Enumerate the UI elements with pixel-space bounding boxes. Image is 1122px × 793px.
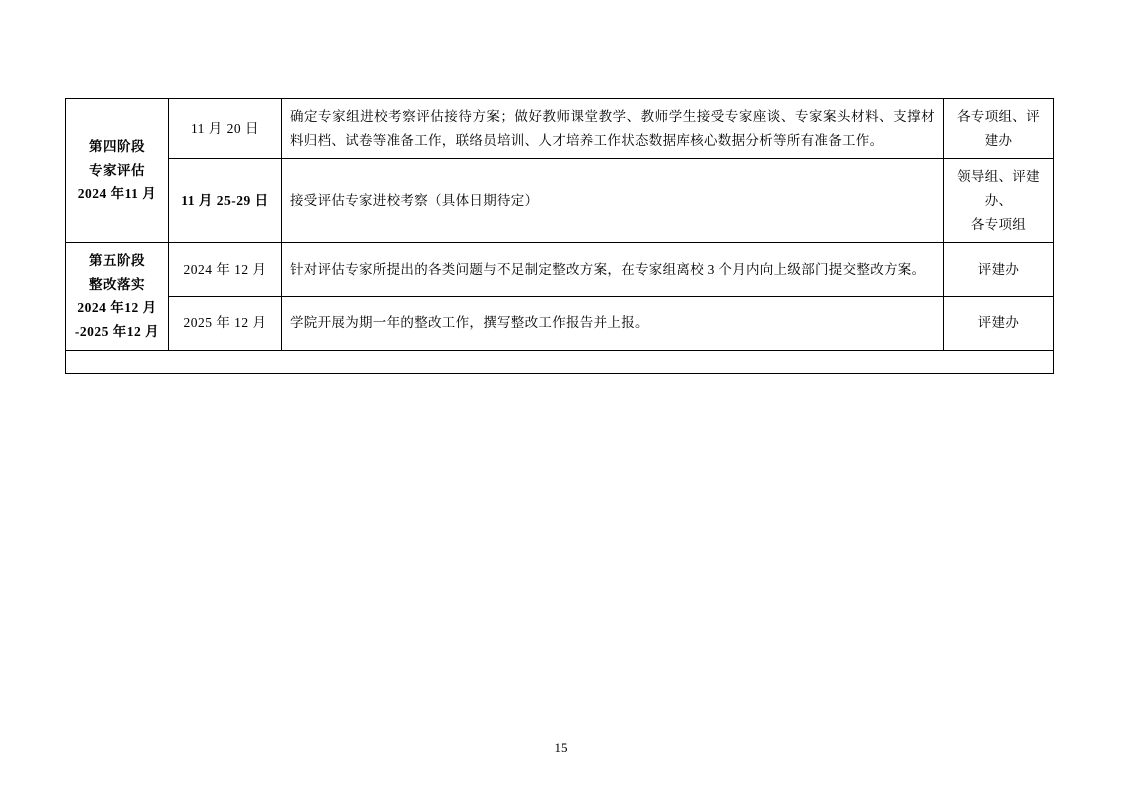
date-cell: 2025 年 12 月 [169,296,282,350]
empty-cell [66,350,1054,373]
phase-line: 第五阶段 [89,253,145,269]
task-cell: 学院开展为期一年的整改工作，撰写整改工作报告并上报。 [282,296,944,350]
date-cell: 2024 年 12 月 [169,243,282,297]
table-row [66,159,1054,243]
task-cell: 确定专家组进校考察评估接待方案；做好教师课堂教学、教师学生接受专家座谈、专家案头材料、支撑材料归档、试卷等准备工作，联络员培训、人才培养工作状态数据库核心数据分析等所有准备工作。 [282,99,944,159]
work-schedule-table [65,98,1054,374]
owner-line: 领导组、评建办、 [957,169,1040,208]
phase-line: 2024 年12 月 [77,300,157,316]
date-cell: 11 月 20 日 [169,99,282,159]
task-cell: 针对评估专家所提出的各类问题与不足制定整改方案，在专家组离校 3 个月内向上级部门提交整改方案。 [282,243,944,297]
table-row-empty [66,350,1054,373]
phase-line: 第四阶段 [89,139,145,155]
task-cell: 接受评估专家进校考察（具体日期待定） [282,159,944,243]
owner-line: 各专项组 [970,216,1027,232]
owner-cell [944,159,1054,243]
date-cell: 11 月 25-29 日 [169,159,282,243]
phase-line: 整改落实 [89,276,145,292]
phase-line: 专家评估 [89,162,145,178]
owner-line: 评建办 [977,315,1020,331]
phase-cell [66,99,169,243]
table-row [66,243,1054,297]
phase-line: 2024 年11 月 [77,186,157,202]
phase-line: -2025 年12 月 [74,324,160,339]
owner-line: 各专项组、评建办 [957,109,1040,148]
page-number: 15 [554,740,568,755]
owner-cell [944,296,1054,350]
table-row [66,296,1054,350]
owner-cell [944,243,1054,297]
owner-cell [944,99,1054,159]
owner-line: 评建办 [977,261,1020,277]
phase-cell [66,243,169,351]
table-row [66,99,1054,159]
